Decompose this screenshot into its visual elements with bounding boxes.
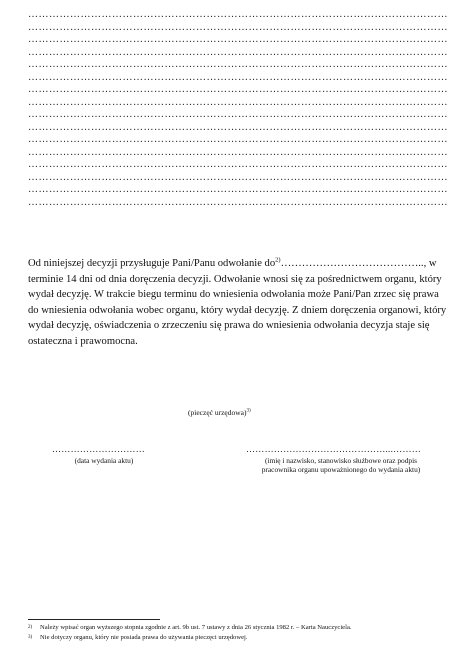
- footnote-2-mark: 2): [28, 625, 33, 630]
- dotted-line: …………………………………………………………………………………………………………: [28, 184, 448, 195]
- appeal-blank: …………………………………..,: [280, 258, 427, 269]
- dotted-line: …………………………………………………………………………………………………………: [28, 121, 448, 133]
- dotted-line: …………………………………………………………………………………………………………: [28, 84, 448, 95]
- seal-text: (pieczęć urzędowa): [188, 408, 247, 417]
- date-dots: …………………………: [52, 444, 145, 454]
- dotted-line: …………………………………………………………………………………………………………: [28, 59, 448, 70]
- signature-dots: ………………………………………...………: [246, 444, 422, 454]
- footnote-3: [28, 634, 248, 642]
- footnote-2-text: Należy wpisać organ wyższego stopnia zgodnie z art. 9b ust. 7 ustawy z dnia 26 stycznia 1982 r. – Karta Nauczyciela.: [40, 624, 352, 631]
- footnote-3-mark: 3): [28, 635, 33, 640]
- dotted-line: …………………………………………………………………………………………………………: [28, 46, 448, 58]
- signature-caption: [236, 456, 446, 475]
- dotted-line: …………………………………………………………………………………………………………: [28, 71, 448, 83]
- dotted-line: …………………………………………………………………………………………………………: [28, 109, 448, 120]
- appeal-body: w terminie 14 dni od dnia doręczenia decyzji. Odwołanie wnosi się za pośrednictwem organu, który wydał decyzję. W trakcie biegu terminu do wniesienia odwołania może Pani/Pan zrzec się prawa do wniesienia odwołania wobec organu, który wydał decyzję. Z dniem doręczenia organowi, który wydał decyzję, oświadczenia o zrzeczeniu się prawa do wniesienia odwołania decyzja staje się ostateczna i prawomocna.: [28, 258, 447, 347]
- dotted-line: …………………………………………………………………………………………………………: [28, 9, 448, 20]
- dotted-line: …………………………………………………………………………………………………………: [28, 34, 448, 45]
- footnote-ref-3: 3): [246, 408, 251, 414]
- appeal-lead: Od niniejszej decyzji przysługuje Pani/Panu odwołanie do: [28, 258, 276, 269]
- seal-label: [188, 408, 251, 417]
- dotted-line: …………………………………………………………………………………………………………: [28, 96, 448, 108]
- dotted-line: …………………………………………………………………………………………………………: [28, 134, 448, 145]
- appeal-paragraph: [28, 256, 448, 350]
- dotted-line: …………………………………………………………………………………………………………: [28, 146, 448, 158]
- footnote-3-text: Nie dotyczy organu, który nie posiada prawa do używania pieczęci urzędowej.: [40, 634, 248, 641]
- footnote-2: [28, 624, 352, 632]
- dotted-line: …………………………………………………………………………………………………………: [28, 196, 448, 208]
- date-caption: (data wydania aktu): [74, 456, 134, 465]
- signature-caption-line-2: pracownika organu upoważnionego do wydania aktu): [261, 465, 421, 475]
- footnote-ref-2: 2): [275, 256, 281, 264]
- signature-caption-line-1: (imię i nazwisko, stanowisko służbowe oraz podpis: [264, 456, 418, 465]
- footnote-separator: [28, 619, 160, 620]
- dotted-line: …………………………………………………………………………………………………………: [28, 171, 448, 183]
- dotted-line: …………………………………………………………………………………………………………: [28, 21, 448, 33]
- dotted-line: …………………………………………………………………………………………………………: [28, 159, 448, 170]
